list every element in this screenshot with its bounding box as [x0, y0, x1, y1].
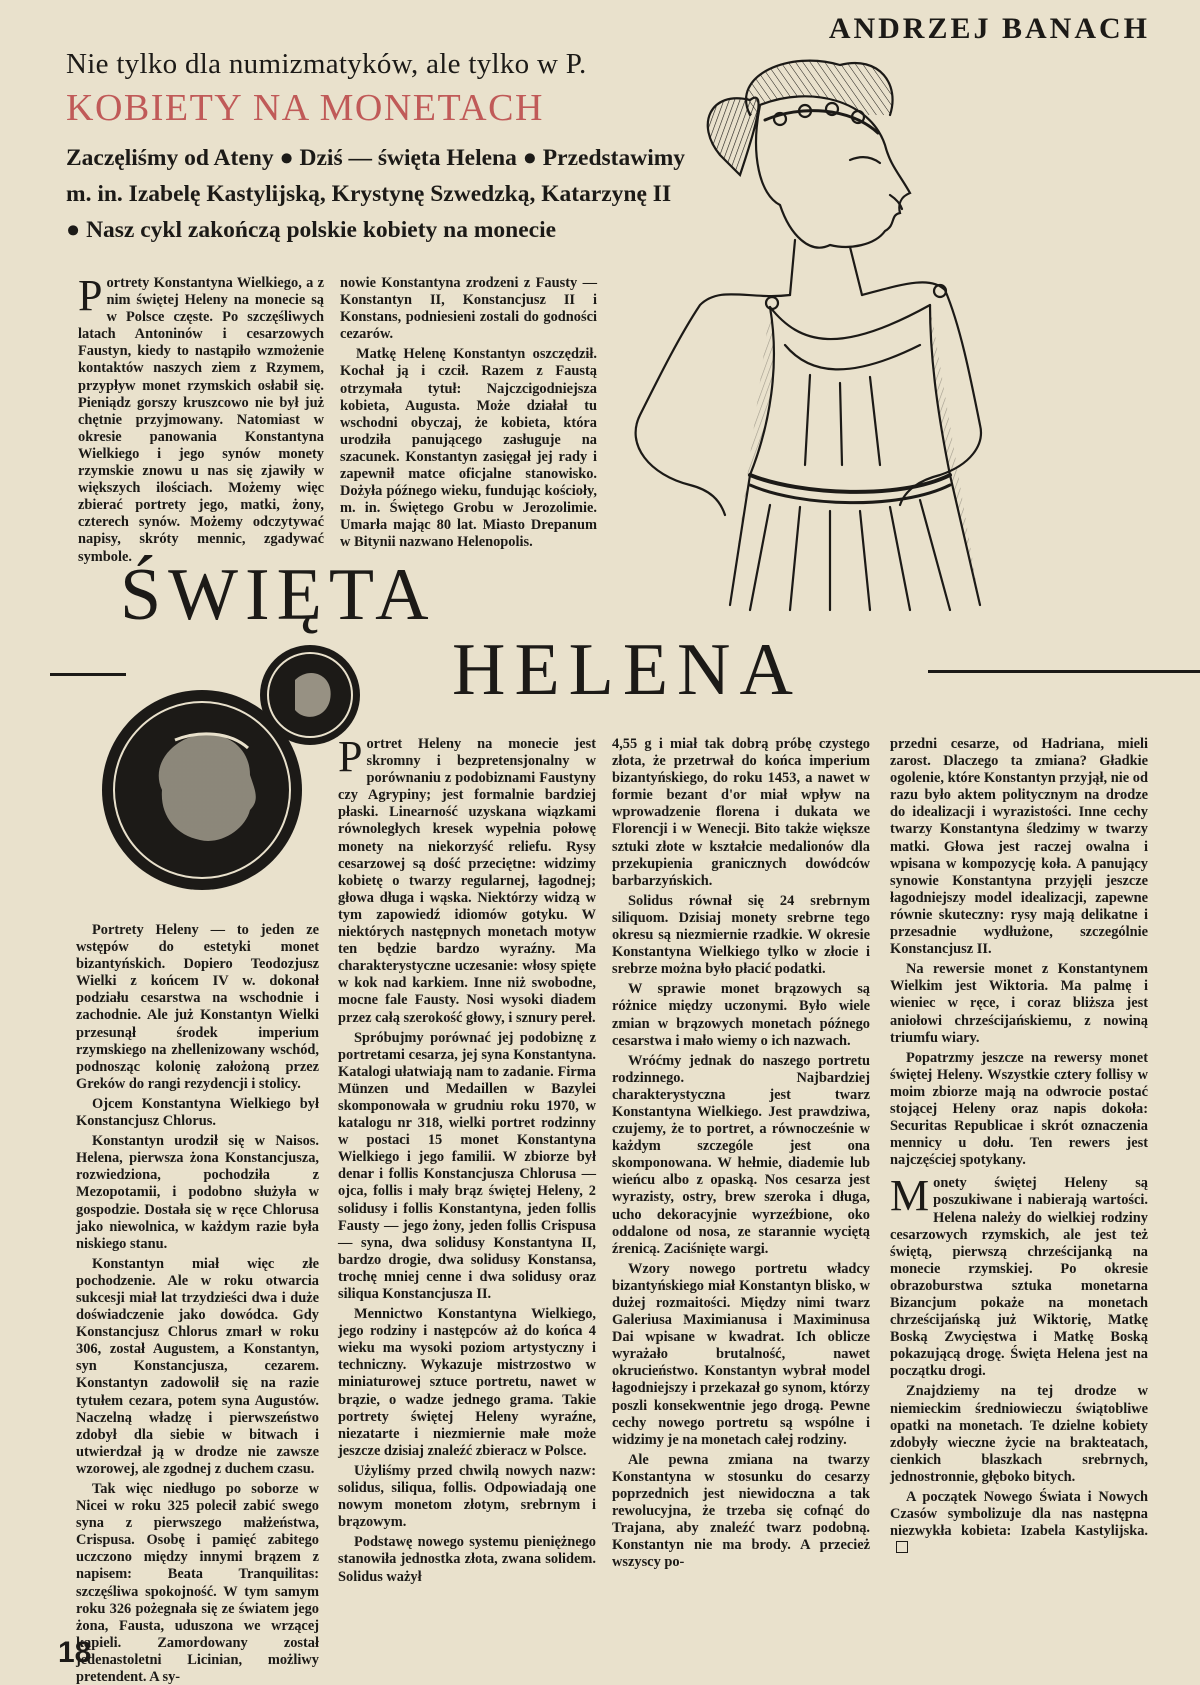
paragraph: Mennictwo Konstantyna Wielkiego, jego rodziny i następców aż do końca 4 wieku ma wysoki poziom artystyczny i techniczny. Wykazuje mistrzostwo w miniaturowej sztuce portretu, nawet w brązie, o wadze jednego grama. Takie portrety świętej Heleny wyraźne, niezatarte i niezmiernie małe może jeszcze dzisiaj znaleźć zbieracz w Polsce. — [338, 1306, 596, 1459]
paragraph: Wróćmy jednak do naszego portretu rodzinnego. Najbardziej charakterystyczna jest twarz Konstantyna Wielkiego. Jest prawdziwa, czujemy, że to portret, a równocześnie w każdym szczególe jest ona skomponowana. W hełmie, diademie lub wieńcu albo z opaską. Nos cesarza jest wyrazisty, ostry, brew szeroka i długa, ucho dekoracyjnie wyrzeźbione, oko oddalone od nosa, ze starannie wyciętą źrenicą. Zaciśnięte wargi. — [612, 1052, 870, 1257]
woman-engraving-icon — [600, 45, 1200, 615]
paragraph: ortret Heleny na monecie jest skromny i bezpretensjonalny w porównaniu z podobiznami Faustyny czy Agrypiny; jest formalnie bardziej płaski. Linearność uzyskana wiązkami równoległych kresek wypełnia połowę monety na niekorzyść reliefu. Rysy cesarzowej są dość przeciętne: widzimy kobietę o twarzy regularnej, łagodnej; głowa długa i wąska. Niektórzy widzą w tym zapowiedź idiomów gotyku. W niektórych następnych monetach motyw ten będzie bardzo wyraźny. Ma charakterystyczne uczesanie: włosy spięte w kok nad karkiem. Inne niż swobodne, mocne fale Fausty. Nosi wysoki diadem przez całą szerokość głowy, i sznury pereł. — [338, 736, 596, 1026]
headline-line-1: ŚWIĘTA — [120, 554, 436, 636]
dropcap: P — [338, 732, 363, 781]
headline-rule-right — [928, 670, 1200, 673]
paragraph: Spróbujmy porównać jej podobiznę z portretami cesarza, jej syna Konstantyna. Katalogi ułatwiają nam to zadanie. Firma Münzen und Medaillen w Bazylei skomponowała w grudniu roku 1970, w katalogu nr 318, wielki portret rodzinny w postaci 15 monet Konstantyna Wielkiego i jego familii. W zbiorze był denar i follis Konstancjusza Chlorusa — ojca, follis i mały brąz świętej Heleny, 2 solidusy i follis Konstantyna, jeden follis Fausty — jego żony, jeden follis Crispusa — syna, dwa solidusy Konstantyna II, bardzo drogie, dwa solidusy Konstansa, trochę mniej cenne i dwa solidusy oraz siliqua Konstancjusza II. — [338, 1029, 596, 1302]
deck-line: ● Nasz cykl zakończą polskie kobiety na monecie — [66, 217, 557, 243]
paragraph: 4,55 g i miał tak dobrą próbę czystego złota, że przetrwał do końca imperium bizantyńskiego, do roku 1453, a nawet w formie bezant d'or miał wpływ na wprowadzenie florena i dukata we Florencji i w Wenecji. Bito także większe sztuki złote w kształcie medalionów dla przekupienia granicznych dowódców barbarzyńskich. — [612, 736, 870, 889]
dropcap: P — [78, 271, 103, 320]
paragraph: Tak więc niedługo po soborze w Nicei w roku 325 polecił zabić swego syna z pierwszego małżeństwa, Crispusa. Osobę i pamięć zabitego uczczono między innymi brązem z napisem: Beata Tranquilitas: szczęśliwa spokojność. W tym samym roku 326 pożegnała się ze światem jego żona, Fausta, uduszona we wrzącej kąpieli. Zamordowany został jedenastoletni Licinian, możliwy pretendent. A sy- — [76, 1481, 319, 1685]
paragraph: Na rewersie monet z Konstantynem Wielkim jest Wiktoria. Ma palmę i wieniec w ręce, i coraz bliższa jest aniołowi chrześcijańskiemu, z nowiną triumfu wiary. — [890, 961, 1148, 1046]
paragraph: Ale pewna zmiana na twarzy Konstantyna w stosunku do cesarzy poprzednich jest niewidoczna a tak rewolucyjna, że trzeba się cofnąć do Trajana, aby znaleźć twarz podobną. Konstantyn nie ma brody. A przecież wszyscy po- — [612, 1451, 870, 1571]
author-name: ANDRZEJ BANACH — [828, 12, 1150, 45]
text-column-4 — [890, 736, 1148, 1560]
paragraph: Ojcem Konstantyna Wielkiego był Konstancjusz Chlorus. — [76, 1095, 319, 1130]
paragraph: onety świętej Heleny są poszukiwane i nabierają wartości. Helena należy do wielkiej rodziny cesarzowych rzymskich, ale jest też świętą, pierwszą chrześcijanką na monecie rzymskiej. Po okresie obrazoburstwa sztuka monetarna Bizancjum pokaże na monetach chrześcijańską już Wiktorię, Matkę Boską Zwycięstwa i Matkę Boską pokazującą drogę. Święta Helena jest na początku drogi. — [890, 1175, 1148, 1380]
kicker-line: Nie tylko dla numizmatyków, ale tylko w P. — [66, 48, 587, 80]
page-number: 18 — [58, 1636, 92, 1669]
dropcap: M — [890, 1171, 930, 1221]
coins-engraving-icon — [90, 640, 380, 890]
text-column-1 — [76, 922, 319, 1685]
text-column-3 — [612, 736, 870, 1575]
text-column-2 — [338, 732, 596, 1589]
paragraph: Konstantyn miał więc złe pochodzenie. Ale w roku otwarcia sukcesji miał lat trzydzieści dwa i duże doświadczenie jako dowódca. Gdy Konstancjusz Chlorus zmarł w roku 306, został Augustem, a Konstantyn, syn Konstancjusza, cezarem. Konstantyn zadowolił się na razie tytułem cezara, potem syna Augustów. Naczelną władzę i pierwszeństwo zdobył dla siebie w bitwach i utwierdzał ją w drodze nie zawsze wzorowej, ale zgodnej z duchem czasu. — [76, 1255, 319, 1477]
paragraph: Portrety Heleny — to jeden ze wstępów do estetyki monet bizantyńskich. Dopiero Teodozjusz Wielki z końcem IV w. dokonał podziału cesarstwa na wschodnie i zachodnie. Ale już Konstantyn Wielki przesunął środek imperium rzymskiego na zhellenizowany wschód, podnosząc kolonię założoną przez Greków do rangi rezydencji i stolicy. — [76, 922, 319, 1092]
deck-line: Zaczęliśmy od Ateny ● Dziś — święta Helena ● Przedstawimy — [66, 145, 686, 171]
paragraph: ortrety Konstantyna Wielkiego, a z nim świętej Heleny na monecie są w Polsce częste. Po szczęśliwych latach Antoninów i cesarzowych Faustyn, kiedy to nastąpiło wzmożenie kontaktów naszych ziem z Rzymem, przypływ monet rzymskich osłabił się. Pieniądz gorszy kruszcowo nie był już chętnie przyjmowany. Natomiast w okresie panowania Konstantyna Wielkiego i jego synów monety rzymskie znowu u nas się zjawiły w większych ilościach. Możemy więc zbierać portrety jego, matki, żony, czterech synów. Możemy odczytywać napisy, skróty mennic, zgadywać symbole. — [78, 275, 324, 565]
paragraph: A początek Nowego Świata i Nowych Czasów symbolizuje dla nas następna niezwykła kobieta: Izabela Kastylijska. — [890, 1489, 1148, 1540]
paragraph: Solidus równał się 24 srebrnym siliquom. Dzisiaj monety srebrne tego okresu są niezmiernie rzadkie. W okresie Konstantyna Wielkiego tylko w złocie i srebrze można było płacić podatki. — [612, 892, 870, 978]
deck-line: m. in. Izabelę Kastylijską, Krystynę Szwedzką, Katarzynę II — [66, 181, 672, 207]
intro-column-left — [78, 271, 324, 569]
paragraph: nowie Konstantyna zrodzeni z Fausty — Konstantyn II, Konstancjusz II i Konstans, podniesieni zostali do godności cezarów. — [340, 275, 597, 343]
paragraph: Podstawę nowego systemu pieniężnego stanowiła jednostka złota, zwana solidem. Solidus ważył — [338, 1534, 596, 1585]
paragraph: Popatrzmy jeszcze na rewersy monet świętej Heleny. Wszystkie cztery follisy w moim zbiorze mają na odwrocie postać stojącej Heleny oraz napis dokoła: Securitas Republicae i skrót oznaczenia mennicy u dołu. Ten rewers jest najczęściej spotykany. — [890, 1049, 1148, 1169]
paragraph: Matkę Helenę Konstantyn oszczędził. Kochał ją i czcił. Razem z Faustą otrzymała tytuł: Najczcigodniejsza kobieta, Augusta. Może działał tu wschodni obyczaj, że kobieta, która urodziła panującego zasługuje na szacunek. Konstantyn zasięgał jej rady i zapewnił matce oficjalne stanowisko. Dożyła późnego wieku, fundując kościoły, m. in. Świętego Grobu w Jerozolimie. Umarła mając 80 lat. Miasto Drepanum w Bitynii nazwano Helenopolis. — [340, 346, 597, 551]
article-series-title: KOBIETY NA MONETACH — [66, 87, 544, 129]
intro-column-right — [340, 275, 597, 555]
paragraph: Konstantyn urodził się w Naisos. Helena, pierwsza żona Konstancjusza, rozwiedziona, pochodziła z Mezopotamii, i podobno służyła w gospodzie. Dostała się w ręce Chlorusa jako niewolnica, w każdym razie była niskiego stanu. — [76, 1133, 319, 1252]
paragraph: Wzory nowego portretu władcy bizantyńskiego miał Konstantyn blisko, w dużej rozmaitości. Między nimi twarz Galeriusa Maximianusa i Maximinusa Dai wpisane w kwadrat. Ich oblicze wyrażało brutalność, nawet okrucieństwo. Konstantyn wybrał model łagodniejszy i przekazał go synom, którzy poszli konsekwentnie jego drogą. Pewne cechy nowego portretu są wspólne i widzimy je na monetach całej rodziny. — [612, 1260, 870, 1448]
paragraph: Znajdziemy na tej drodze w niemieckim średniowieczu świątobliwe opatki na monetach. Te dzielne kobiety zdobyły wieczne życie na brakteatach, cienkich blaszkach srebrnych, jednostronnie, głęboko bitych. — [890, 1383, 1148, 1485]
headline-line-2: HELENA — [452, 629, 802, 711]
paragraph: Użyliśmy przed chwilą nowych nazw: solidus, siliqua, follis. Odpowiadają one nowym monetom złotym, srebrnym i brązowym. — [338, 1462, 596, 1531]
paragraph: W sprawie monet brązowych są różnice między uczonymi. Było wiele zmian w brązowych monetach późnego cesarstwa i mało wiemy o ich nazwach. — [612, 981, 870, 1049]
end-of-article-mark — [896, 1541, 908, 1553]
paragraph: przedni cesarze, od Hadriana, mieli zarost. Dlaczego ta zmiana? Gładkie ogolenie, które Konstantyn przyjął, nie od razu było aktem politycznym na drodze do idealizacji i wyrazistości. Inne cechy twarzy Konstantyna śledzimy w twarzy matki. Głowa jest raczej owalna i wpisana w kompozycję koła. A panujący synowie Konstantyna przyjęli jeszcze łagodniejszy model idealizacji, zapewne równie skuteczny: rysy mają delikatne i przesadnie wydłużone, szczególnie Konstancjusz II. — [890, 736, 1148, 958]
